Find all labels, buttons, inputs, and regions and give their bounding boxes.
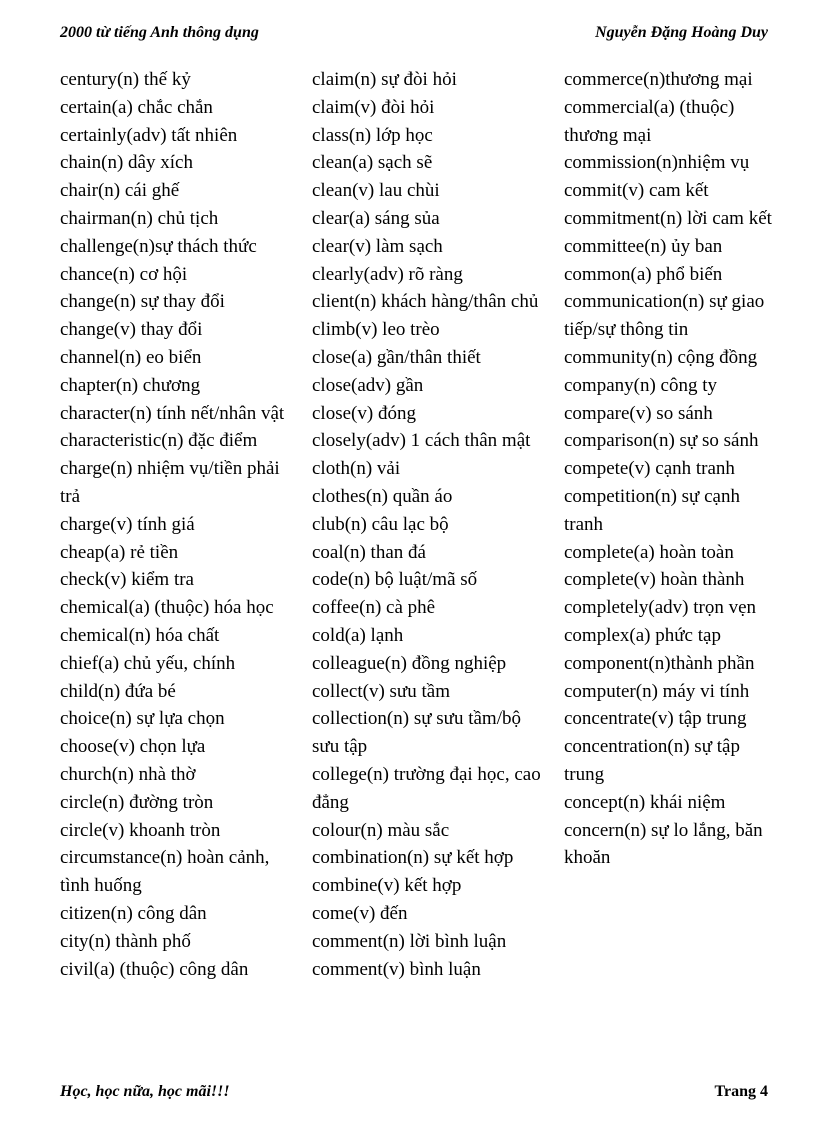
- vocab-column-1: [60, 66, 292, 983]
- vocab-entry: concentrate(v) tập trung: [564, 708, 747, 730]
- vocab-entry: college(n) trường đại học, cao đẳng: [312, 763, 541, 813]
- vocab-entry: close(adv) gần: [312, 374, 424, 396]
- vocab-entry: collection(n) sự sưu tầm/bộ sưu tập: [312, 708, 521, 758]
- vocab-entry: circle(v) khoanh tròn: [60, 819, 221, 841]
- vocab-entry: commission(n)nhiệm vụ: [564, 152, 750, 174]
- vocab-entry: charge(n) nhiệm vụ/tiền phải trả: [60, 458, 280, 507]
- page-number: Trang 4: [714, 1083, 768, 1100]
- vocab-entry: concentration(n) sự tập trung: [564, 736, 740, 785]
- vocab-entry: component(n)thành phần: [564, 652, 755, 674]
- vocab-entry: charge(v) tính giá: [60, 513, 195, 535]
- vocab-entry: closely(adv) 1 cách thân mật: [312, 430, 531, 452]
- vocab-entry: close(v) đóng: [312, 402, 416, 424]
- vocab-entry: colour(n) màu sắc: [312, 819, 450, 841]
- vocab-entry: community(n) cộng đồng: [564, 346, 758, 368]
- vocab-entry: comment(n) lời bình luận: [312, 930, 507, 952]
- vocab-entry: century(n) thế kỷ: [60, 69, 191, 90]
- vocab-entry: circumstance(n) hoàn cảnh, tình huống: [60, 847, 270, 897]
- vocab-entry: cloth(n) vải: [312, 458, 401, 480]
- vocab-entry: church(n) nhà thờ: [60, 763, 196, 785]
- vocab-entry: committee(n) ủy ban: [564, 235, 723, 257]
- vocab-entry: class(n) lớp học: [312, 124, 433, 146]
- vocab-entry: chain(n) dây xích: [60, 152, 193, 174]
- vocab-entry: chemical(n) hóa chất: [60, 624, 220, 646]
- vocab-entry: character(n) tính nết/nhân vật: [60, 402, 285, 424]
- vocab-entry: civil(a) (thuộc) công dân: [60, 958, 249, 980]
- page-header: [60, 24, 768, 42]
- vocab-entry: climb(v) leo trèo: [312, 319, 440, 341]
- vocab-entry: child(n) đứa bé: [60, 680, 176, 702]
- vocab-entry: complex(a) phức tạp: [564, 624, 721, 646]
- vocab-entry: coffee(n) cà phê: [312, 597, 436, 619]
- vocab-entry: combination(n) sự kết hợp: [312, 847, 514, 869]
- vocab-entry: chief(a) chủ yếu, chính: [60, 652, 236, 674]
- vocab-column-2: [312, 66, 544, 983]
- vocab-entry: clean(v) lau chùi: [312, 180, 440, 202]
- vocab-entry: cheap(a) rẻ tiền: [60, 541, 179, 563]
- vocab-entry: check(v) kiểm tra: [60, 569, 194, 591]
- vocab-entry: commerce(n)thương mại: [564, 69, 753, 90]
- vocab-entry: choice(n) sự lựa chọn: [60, 708, 225, 730]
- vocab-entry: clean(a) sạch sẽ: [312, 152, 433, 174]
- footer-motto: Học, học nữa, học mãi!!!: [60, 1083, 230, 1100]
- vocab-entry: chair(n) cái ghế: [60, 180, 180, 202]
- vocab-entry: change(n) sự thay đổi: [60, 291, 225, 313]
- vocab-entry: common(a) phổ biến: [564, 263, 723, 285]
- vocab-entry: clothes(n) quần áo: [312, 485, 453, 507]
- vocab-entry: come(v) đến: [312, 902, 408, 924]
- vocab-entry: compare(v) so sánh: [564, 402, 713, 424]
- vocab-entry: colleague(n) đồng nghiệp: [312, 652, 507, 674]
- vocab-entry: clearly(adv) rõ ràng: [312, 263, 463, 285]
- vocab-entry: commercial(a) (thuộc) thương mại: [564, 96, 735, 146]
- vocab-entry: claim(v) đòi hỏi: [312, 96, 435, 118]
- vocab-entry: cold(a) lạnh: [312, 624, 404, 646]
- vocab-entry: computer(n) máy vi tính: [564, 680, 750, 702]
- vocab-entry: clear(v) làm sạch: [312, 235, 443, 257]
- vocab-entry: chance(n) cơ hội: [60, 263, 188, 285]
- vocab-entry: characteristic(n) đặc điểm: [60, 430, 258, 452]
- vocab-entry: company(n) công ty: [564, 374, 718, 396]
- vocab-entry: city(n) thành phố: [60, 930, 191, 952]
- vocab-entry: choose(v) chọn lựa: [60, 736, 206, 758]
- vocab-entry: chairman(n) chủ tịch: [60, 207, 219, 229]
- vocab-column-3: [564, 66, 774, 872]
- vocab-entry: combine(v) kết hợp: [312, 875, 462, 897]
- vocab-entry: compete(v) cạnh tranh: [564, 458, 735, 480]
- vocab-entry: circle(n) đường tròn: [60, 791, 214, 813]
- vocab-entry: certain(a) chắc chắn: [60, 96, 213, 118]
- vocab-entry: chemical(a) (thuộc) hóa học: [60, 597, 274, 619]
- vocab-entry: comparison(n) sự so sánh: [564, 430, 759, 452]
- vocab-entry: commitment(n) lời cam kết: [564, 207, 772, 229]
- vocab-entry: change(v) thay đổi: [60, 319, 203, 341]
- page-footer: [60, 1083, 768, 1101]
- vocab-entry: competition(n) sự cạnh tranh: [564, 485, 740, 535]
- vocab-entry: coal(n) than đá: [312, 541, 426, 563]
- vocab-entry: clear(a) sáng sủa: [312, 207, 440, 229]
- vocab-entry: concept(n) khái niệm: [564, 791, 726, 813]
- vocab-entry: collect(v) sưu tầm: [312, 680, 450, 702]
- vocab-entry: comment(v) bình luận: [312, 958, 481, 980]
- vocab-entry: channel(n) eo biển: [60, 346, 202, 368]
- vocab-entry: complete(a) hoàn toàn: [564, 541, 734, 563]
- vocab-entry: chapter(n) chương: [60, 374, 201, 396]
- author-name: Nguyễn Đặng Hoàng Duy: [595, 24, 768, 41]
- vocab-entry: completely(adv) trọn vẹn: [564, 597, 757, 619]
- vocab-entry: certainly(adv) tất nhiên: [60, 124, 238, 146]
- document-title: 2000 từ tiếng Anh thông dụng: [60, 24, 259, 41]
- vocab-entry: claim(n) sự đòi hỏi: [312, 69, 457, 90]
- vocab-entry: communication(n) sự giao tiếp/sự thông tin: [564, 291, 765, 341]
- vocab-entry: complete(v) hoàn thành: [564, 569, 745, 591]
- vocab-entry: close(a) gần/thân thiết: [312, 346, 481, 368]
- vocab-entry: commit(v) cam kết: [564, 180, 709, 202]
- vocab-entry: challenge(n)sự thách thức: [60, 235, 257, 257]
- vocab-entry: club(n) câu lạc bộ: [312, 513, 449, 535]
- vocab-entry: citizen(n) công dân: [60, 902, 207, 924]
- vocab-entry: concern(n) sự lo lắng, băn khoăn: [564, 819, 763, 869]
- vocab-entry: client(n) khách hàng/thân chủ: [312, 291, 539, 313]
- vocab-entry: code(n) bộ luật/mã số: [312, 569, 478, 591]
